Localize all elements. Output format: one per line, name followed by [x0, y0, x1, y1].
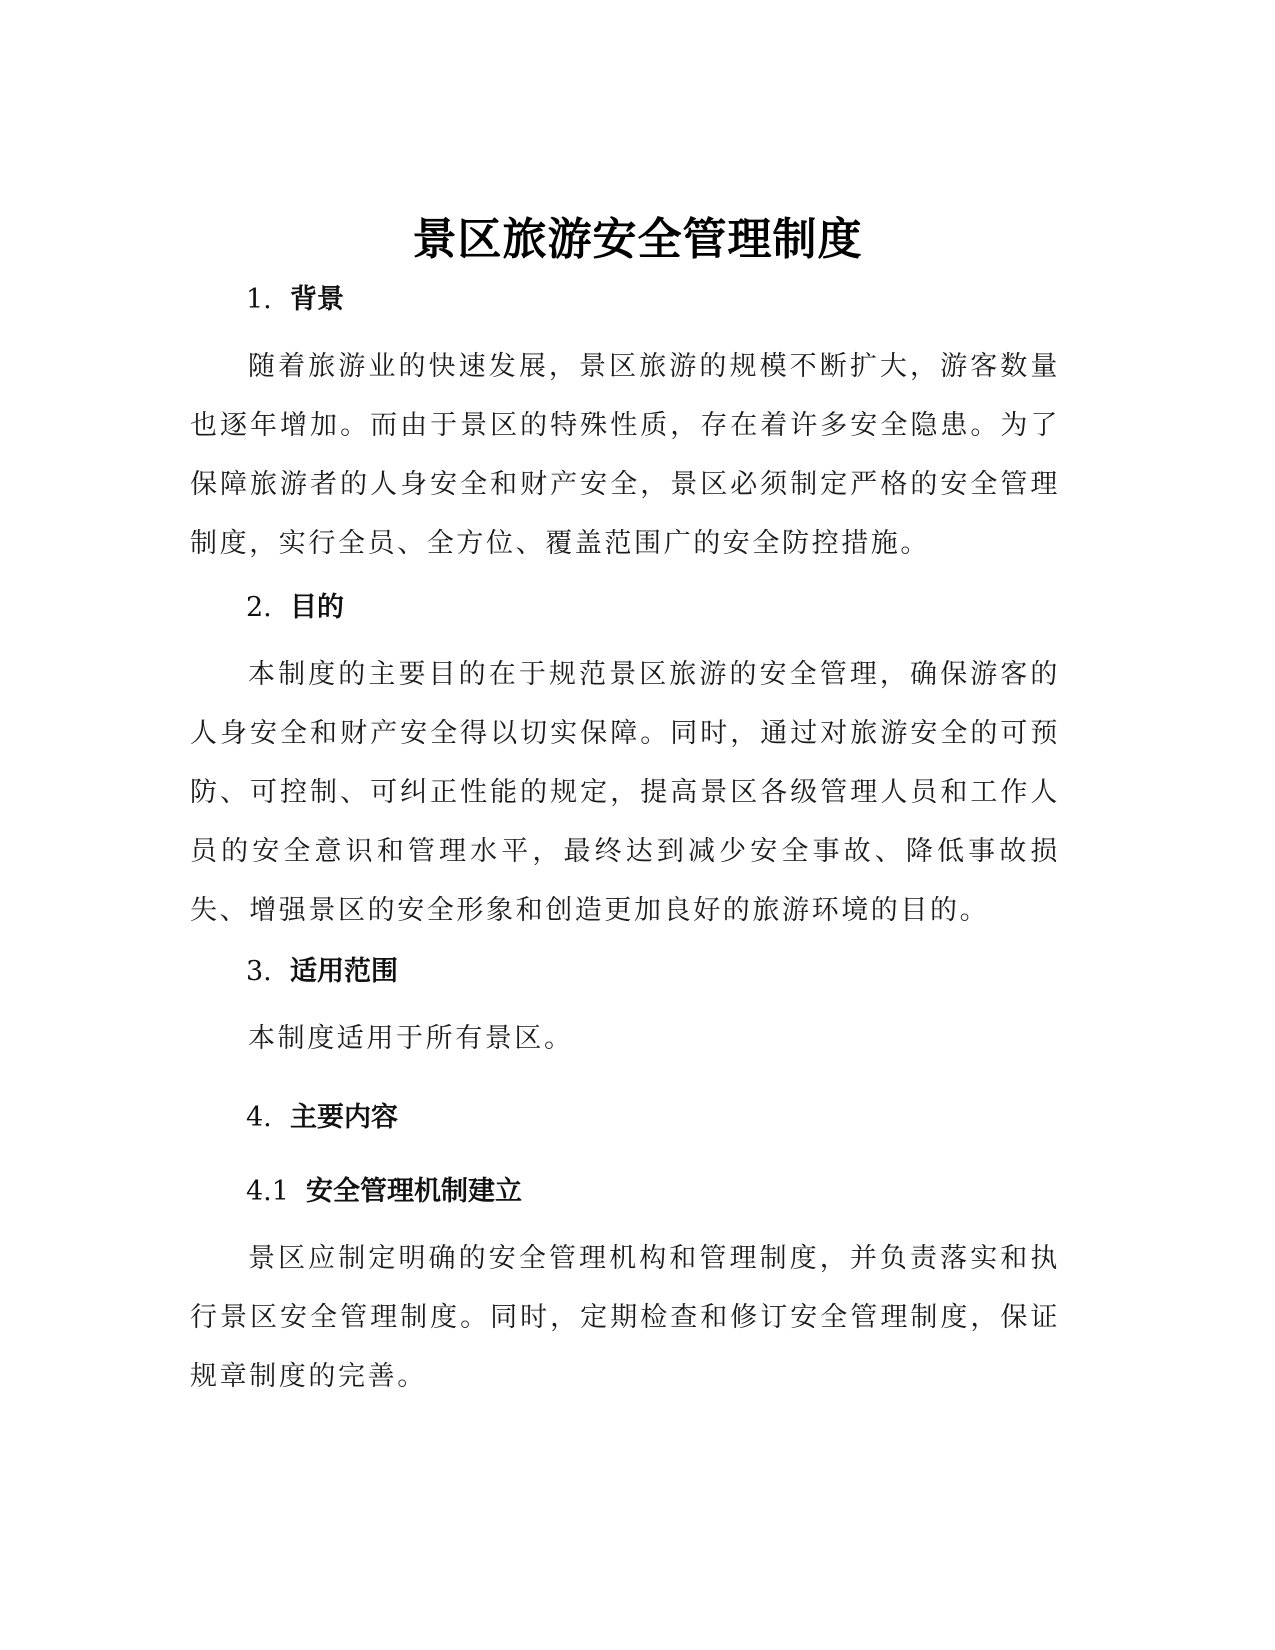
- section-title: 目的: [290, 592, 344, 623]
- section-title: 主要内容: [290, 1102, 398, 1133]
- section-number: 2.: [246, 592, 272, 623]
- section-title: 适用范围: [290, 956, 398, 987]
- subsection-heading-mechanism: [246, 1174, 522, 1210]
- section-heading-scope: [246, 954, 398, 990]
- section-number: 1.: [246, 284, 272, 315]
- document-title: 景区旅游安全管理制度: [412, 214, 863, 265]
- section-title: 背景: [290, 284, 344, 315]
- section-number: 3.: [246, 956, 272, 987]
- section-heading-purpose: [246, 590, 344, 626]
- section-title: 安全管理机制建立: [306, 1176, 522, 1207]
- section-number: 4.1: [246, 1176, 289, 1207]
- section-number: 4.: [246, 1102, 272, 1133]
- subsection-paragraph-mechanism: 景区应制定明确的安全管理机构和管理制度，并负责落实和执行景区安全管理制度。同时，定期检查和修订安全管理制度，保证规章制度的完善。: [190, 1243, 1060, 1392]
- section-paragraph-background: 随着旅游业的快速发展，景区旅游的规模不断扩大，游客数量也逐年增加。而由于景区的特殊性质，存在着许多安全隐患。为了保障旅游者的人身安全和财产安全，景区必须制定严格的安全管理制度，实行全员、全方位、覆盖范围广的安全防控措施。: [190, 351, 1060, 559]
- section-paragraph-scope: 本制度适用于所有景区。: [248, 1023, 574, 1054]
- section-paragraph-purpose: 本制度的主要目的在于规范景区旅游的安全管理，确保游客的人身安全和财产安全得以切实保障。同时，通过对旅游安全的可预防、可控制、可纠正性能的规定，提高景区各级管理人员和工作人员的安全意识和管理水平，最终达到减少安全事故、降低事故损失、增强景区的安全形象和创造更加良好的旅游环境的目的。: [190, 659, 1060, 926]
- section-heading-background: [246, 282, 344, 318]
- section-heading-main-content: [246, 1100, 398, 1136]
